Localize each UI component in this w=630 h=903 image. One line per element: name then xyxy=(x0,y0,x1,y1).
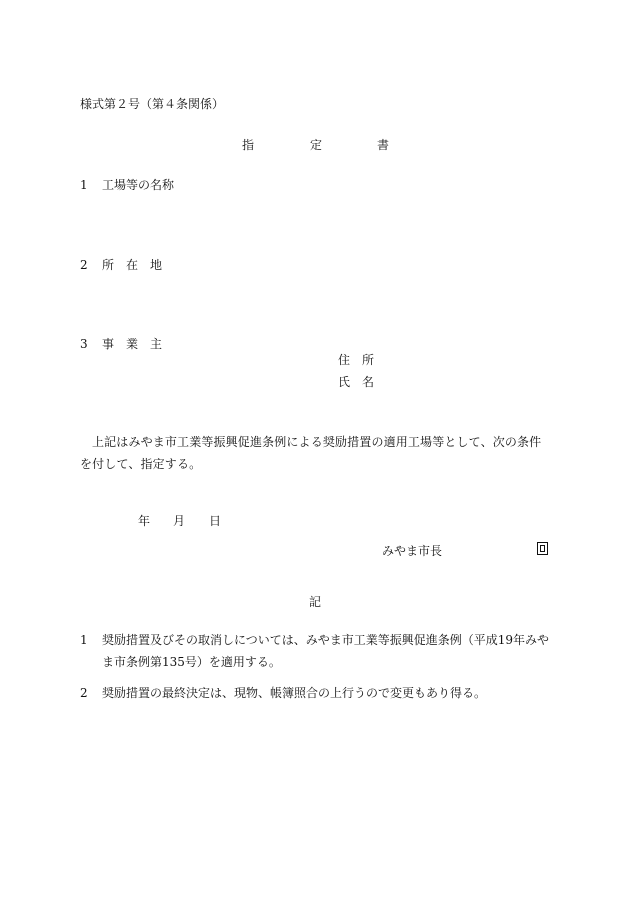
mayor-title: みやま市長 xyxy=(382,544,443,558)
item-label-char: 在 xyxy=(126,258,139,272)
date-day: 日 xyxy=(209,514,222,528)
title-char: 書 xyxy=(377,138,390,152)
item-number: 2 xyxy=(80,258,88,272)
item-label-char: 所 xyxy=(102,258,115,272)
condition-text: 奨励措置及びその取消しについては、みやま市工業等振興促進条例（平成19年みやま市条例第135号）を適用する。 xyxy=(102,633,550,669)
name-char: 氏 xyxy=(338,375,351,389)
item-label: 工場等の名称 xyxy=(102,178,175,192)
condition-number: 2 xyxy=(80,686,88,700)
item-label-char: 事 xyxy=(102,337,115,351)
date-line xyxy=(138,513,238,529)
condition-item xyxy=(80,682,560,704)
seal-inner-frame xyxy=(540,545,545,552)
item-label-char: 業 xyxy=(126,337,139,351)
item-label-char: 主 xyxy=(150,337,163,351)
name-char: 名 xyxy=(362,375,375,389)
form-label: 様式第２号（第４条関係） xyxy=(80,97,225,111)
address-char: 所 xyxy=(362,353,375,367)
condition-number: 1 xyxy=(80,633,88,647)
condition-item xyxy=(80,629,560,673)
date-month: 月 xyxy=(173,514,186,528)
item-number: 1 xyxy=(80,178,88,192)
item-number: 3 xyxy=(80,337,88,351)
ki-heading: 記 xyxy=(309,595,322,609)
title-char: 指 xyxy=(242,138,255,152)
title-char: 定 xyxy=(310,138,323,152)
designation-statement: 上記はみやま市工業等振興促進条例による奨励措置の適用工場等として、次の条件を付して、指定する。 xyxy=(80,435,542,471)
item-label-char: 地 xyxy=(150,258,163,272)
address-char: 住 xyxy=(338,353,351,367)
date-year: 年 xyxy=(138,514,151,528)
seal-stamp-icon xyxy=(537,542,548,555)
condition-text: 奨励措置の最終決定は、現物、帳簿照合の上行うので変更もあり得る。 xyxy=(102,686,487,700)
document-title xyxy=(242,137,392,153)
